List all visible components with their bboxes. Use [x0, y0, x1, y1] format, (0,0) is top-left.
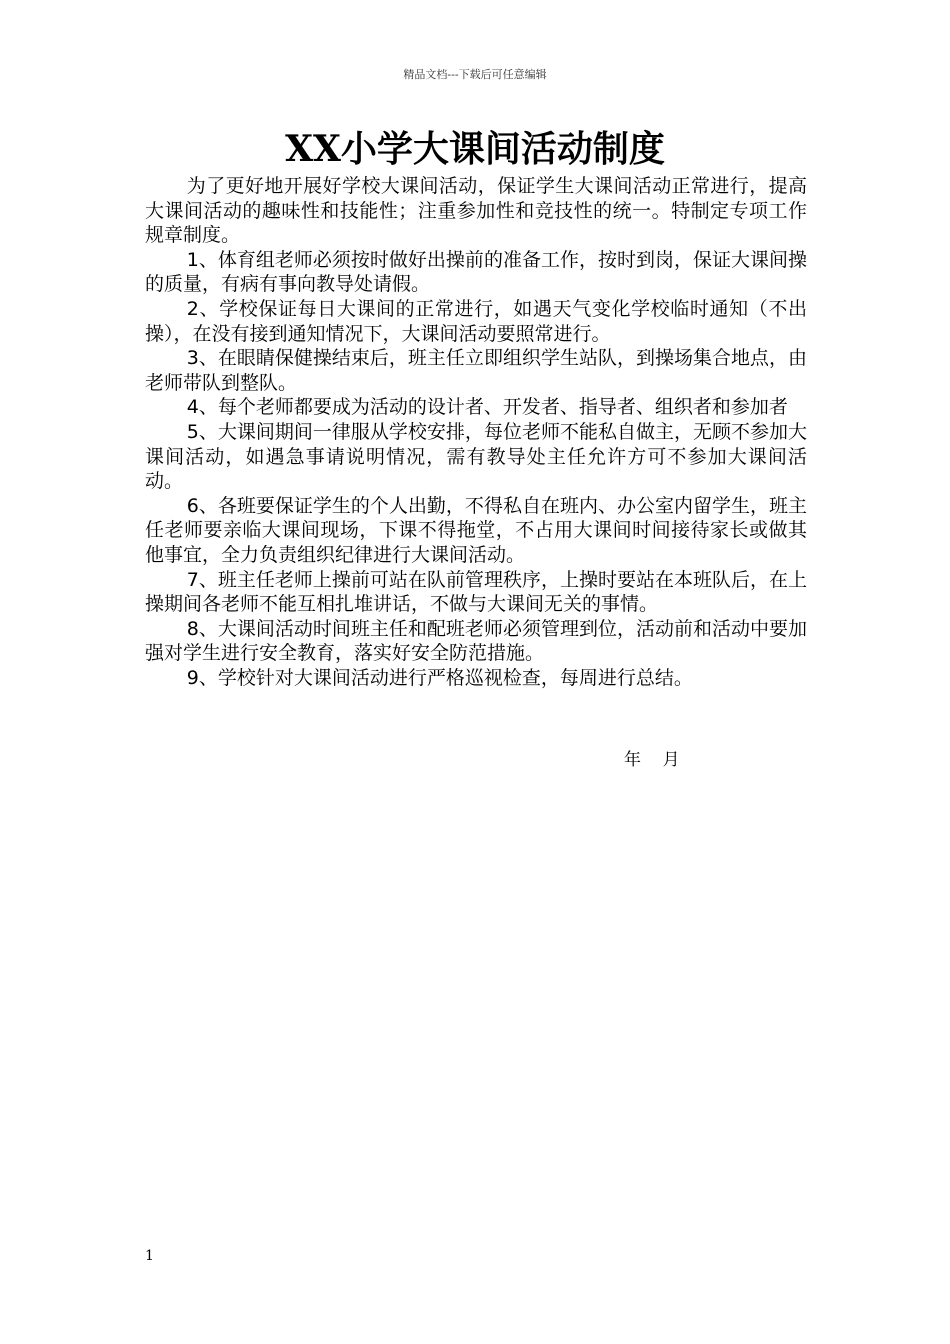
rule-5-paragraph: 5、大课间期间一律服从学校安排，每位老师不能私自做主，无顾不参加大课间活动，如遇急事请说明情况，需有教导处主任允许方可不参加大课间活动。 [145, 420, 807, 493]
page-number: 1 [145, 1248, 154, 1264]
rule-3-paragraph: 3、在眼睛保健操结束后，班主任立即组织学生站队，到操场集合地点，由老师带队到整队。 [145, 347, 807, 394]
date-line: 年 月 [624, 750, 680, 770]
rule-1-paragraph: 1、体育组老师必须按时做好出操前的准备工作，按时到岗，保证大课间操的质量，有病有事向教导处请假。 [145, 248, 807, 296]
page-header: 精品文档---下载后可任意编辑 [403, 68, 547, 81]
rule-2-paragraph: 2、学校保证每日大课间的正常进行，如遇天气变化学校临时通知（不出操），在没有接到通知情况下，大课间活动要照常进行。 [145, 297, 807, 345]
intro-paragraph: 为了更好地开展好学校大课间活动，保证学生大课间活动正常进行，提高大课间活动的趣味性和技能性；注重参加性和竞技性的统一。特制定专项工作规章制度。 [145, 175, 807, 247]
rule-6-paragraph: 6、各班要保证学生的个人出勤，不得私自在班内、办公室内留学生，班主任老师要亲临大课间现场，下课不得拖堂，不占用大课间时间接待家长或做其他事宜，全力负责组织纪律进行大课间活动。 [145, 494, 807, 566]
rule-9-paragraph: 9、学校针对大课间活动进行严格巡视检查，每周进行总结。 [186, 666, 693, 689]
document-title: XX小学大课间活动制度 [285, 128, 665, 170]
document-body [145, 174, 807, 690]
rule-4-paragraph: 4、每个老师都要成为活动的设计者、开发者、指导者、组织者和参加者 [186, 396, 788, 419]
rule-8-paragraph: 8、大课间活动时间班主任和配班老师必须管理到位，活动前和活动中要加强对学生进行安全教育，落实好安全防范措施。 [145, 617, 807, 665]
rule-7-paragraph: 7、班主任老师上操前可站在队前管理秩序，上操时要站在本班队后，在上操期间各老师不能互相扎堆讲话，不做与大课间无关的事情。 [145, 568, 807, 616]
